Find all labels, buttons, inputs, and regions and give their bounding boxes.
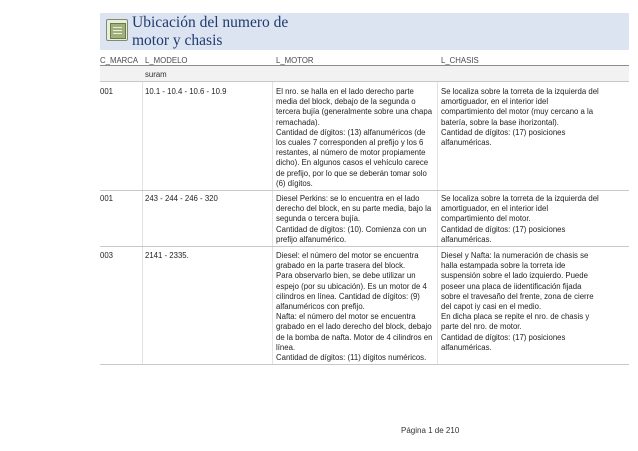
page-footer: Página 1 de 210 — [401, 426, 460, 435]
row1-modelo: 10.1 - 10.4 - 10.6 - 10.9 — [145, 87, 227, 96]
table-icon — [106, 19, 128, 41]
row2-chasis: Se localiza sobre la torreta de la izquierda del amortiguador, en el interior idel compartimiento del motor. Cantidad de dígitos: (17) posiciones alfanuméricas. — [441, 194, 599, 244]
page-title — [132, 14, 392, 50]
row1-marca: 001 — [100, 87, 114, 96]
header-modelo: L_MODELO — [145, 56, 188, 65]
row-divider — [100, 364, 629, 365]
header-marca: C_MARCA — [100, 56, 139, 65]
group-band — [100, 66, 629, 82]
column-divider — [437, 82, 438, 364]
group-label: suram — [145, 70, 167, 79]
row3-motor: Diesel: el número del motor se encuentra grabado en la parte trasera del block. Para observarlo bien, se debe utilizar un espejo (por su ubicación). Es un motor de 4 cilindros en línea. Cantidad de dígitos: (9) alfanuméricos con prefijo. Nafta: el número del motor se encuentra grabado en el lado derecho del block, debajo de la bomba de nafta. Motor de 4 cilindros en línea. Cantidad de dígitos: (11) dígitos numéricos. — [276, 251, 433, 363]
row2-motor: Diesel Perkins: se lo encuentra en el lado derecho del block, en su parte media, bajo la segunda o tercera bujía. Cantidad de dígitos: (10). Comienza con un prefijo alfanumérico. — [276, 194, 432, 244]
row1-motor: El nro. se halla en el lado derecho parte media del block, debajo de la segunda o tercera bujía (generalmente sobre una chapa remachada). Cantidad de dígitos: (13) alfanuméricos (de los cuales 7 corresponden al prefijo y los 6 restantes, al número de motor propiamente dicho). En algunos casos el vehículo carece de prefijo, por lo que se deberán tomar solo (6) dígitos. — [276, 87, 433, 188]
row2-marca: 001 — [100, 194, 114, 203]
row3-chasis: Diesel y Nafta: la numeración de chasis se halla estampada sobre la torreta ide suspensión sobre el lado izquierdo. Puede poseer una placa de iidentificación fijada sobre el travesaño del frente, zona de cierre del capot iy casi en el medio. En dicha placa se repite el nro. de chasis y parte del nro. de motor. Cantidad de dígitos: (17) posiciones alfanuméricas. — [441, 251, 594, 352]
row-divider — [100, 246, 629, 247]
row-divider — [100, 190, 629, 191]
header-motor: L_MOTOR — [276, 56, 314, 65]
row2-modelo: 243 - 244 - 246 - 320 — [145, 194, 218, 203]
row3-modelo: 2141 - 2335. — [145, 251, 189, 260]
title-line-1: Ubicación del numero de — [132, 14, 289, 31]
row3-marca: 003 — [100, 251, 114, 260]
title-line-2: motor y chasis — [132, 32, 223, 49]
row1-chasis: Se localiza sobre la torreta de la izquierda del amortiguador, en el interior idel compartimiento del motor (muy cercano a la batería, sobre la base ihorizontal). Cantidad de dígitos: (17) posiciones alfanuméricas. — [441, 87, 599, 148]
header-chasis: L_CHASIS — [441, 56, 479, 65]
column-divider — [142, 82, 143, 364]
column-divider — [272, 82, 273, 364]
